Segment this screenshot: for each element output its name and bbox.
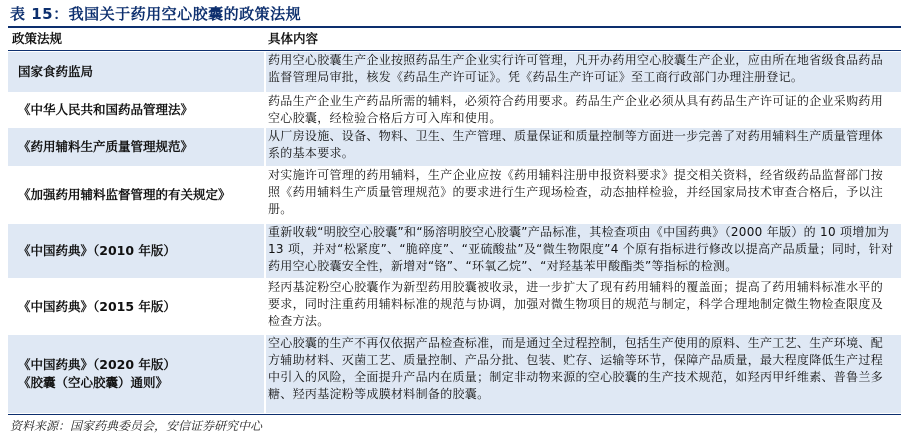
policy-name: 《中华人民共和国药品管理法》	[8, 93, 266, 127]
policy-name: 《中国药典》（2015 年版）	[8, 279, 266, 334]
policy-content: 重新收载“明胶空心胶囊”和“肠溶明胶空心胶囊”产品标准，其检查项由《中国药典》（2000 年版）的 10 项增加为 13 项，并对“松紧度”、“脆碎度”、“亚硫酸盐”及“微生物限度”4 个原有指标进行修改以提高产品质量；同时，针对药用空心胶囊安全性，新增对“铬”、“环氧乙烷”、“对羟基苯甲酸酯类”等指标的检测。	[266, 224, 901, 278]
policy-content: 对实施许可管理的药用辅料，生产企业应按《药用辅料注册申报资料要求》提交相关资料，经省级药品监督部门按照《药用辅料生产质量管理规范》的要求进行生产现场检查，动态抽样检验，并经国家局技术审查合格后，予以注册。	[268, 168, 884, 216]
policy-content: 药品生产企业生产药品所需的辅料，必须符合药用要求。药品生产企业必须从具有药品生产许可证的企业采购药用空心胶囊，经检验合格后方可入库和使用。	[268, 94, 884, 125]
header-content: 具体内容	[268, 31, 319, 46]
policy-content: 药用空心胶囊生产企业按照药品生产企业实行许可管理，凡开办药用空心胶囊生产企业，应由所在地省级食品药品监督管理局审批，核发《药品生产许可证》。凭《药品生产许可证》至工商行政部门办理注册登记。	[266, 52, 901, 92]
header-policy: 政策法规	[12, 31, 63, 46]
top-rule	[8, 26, 901, 28]
policy-content: 从厂房设施、设备、物料、卫生、生产管理、质量保证和质量控制等方面进一步完善了对药用辅料生产质量管理体系的基本要求。	[266, 128, 901, 166]
table-row	[8, 279, 901, 335]
policy-name: 《中国药典》（2010 年版）	[8, 224, 266, 278]
policy-name	[8, 335, 266, 413]
table-row	[8, 52, 901, 93]
bottom-rule	[8, 414, 901, 415]
header-rule	[8, 50, 901, 51]
policy-name-line1: 《中国药典》（2020 年版）	[18, 357, 176, 372]
table-row	[8, 224, 901, 279]
policy-name-line2: 《胶囊（空心胶囊）通则》	[18, 375, 169, 390]
policy-name: 《药用辅料生产质量管理规范》	[8, 128, 266, 166]
policy-content: 空心胶囊的生产不再仅依据产品检查标准，而是通过全过程控制，包括生产使用的原料、生产工艺、生产环境、配方辅助材料、灭菌工艺、质量控制、产品分批、包装、贮存、运输等环节，保障产品质量，最大程度降低生产过程中引入的风险，全面提升产品内在质量；制定非动物来源的空心胶囊的生产技术规范，如羟丙甲纤维素、普鲁兰多糖、羟丙基淀粉等成膜材料制备的胶囊。	[266, 335, 901, 413]
table-row	[8, 128, 901, 167]
source-note: 资料来源：国家药典委员会，安信证券研究中心	[10, 419, 263, 433]
policy-content: 羟丙基淀粉空心胶囊作为新型药用胶囊被收录，进一步扩大了现有药用辅料的覆盖面；提高了药用辅料标准水平的要求，同时注重药用辅料标准的规范与协调，加强对微生物项目的规范与制定，科学合理地制定微生物检查限度及检查方法。	[268, 280, 884, 328]
table-row	[8, 335, 901, 414]
table-row	[8, 93, 901, 128]
table-row	[8, 167, 901, 224]
policy-name: 国家食药监局	[8, 52, 266, 92]
table-title: 表 15：我国关于药用空心胶囊的政策法规	[10, 5, 302, 23]
policy-name: 《加强药用辅料监督管理的有关规定》	[8, 167, 266, 223]
